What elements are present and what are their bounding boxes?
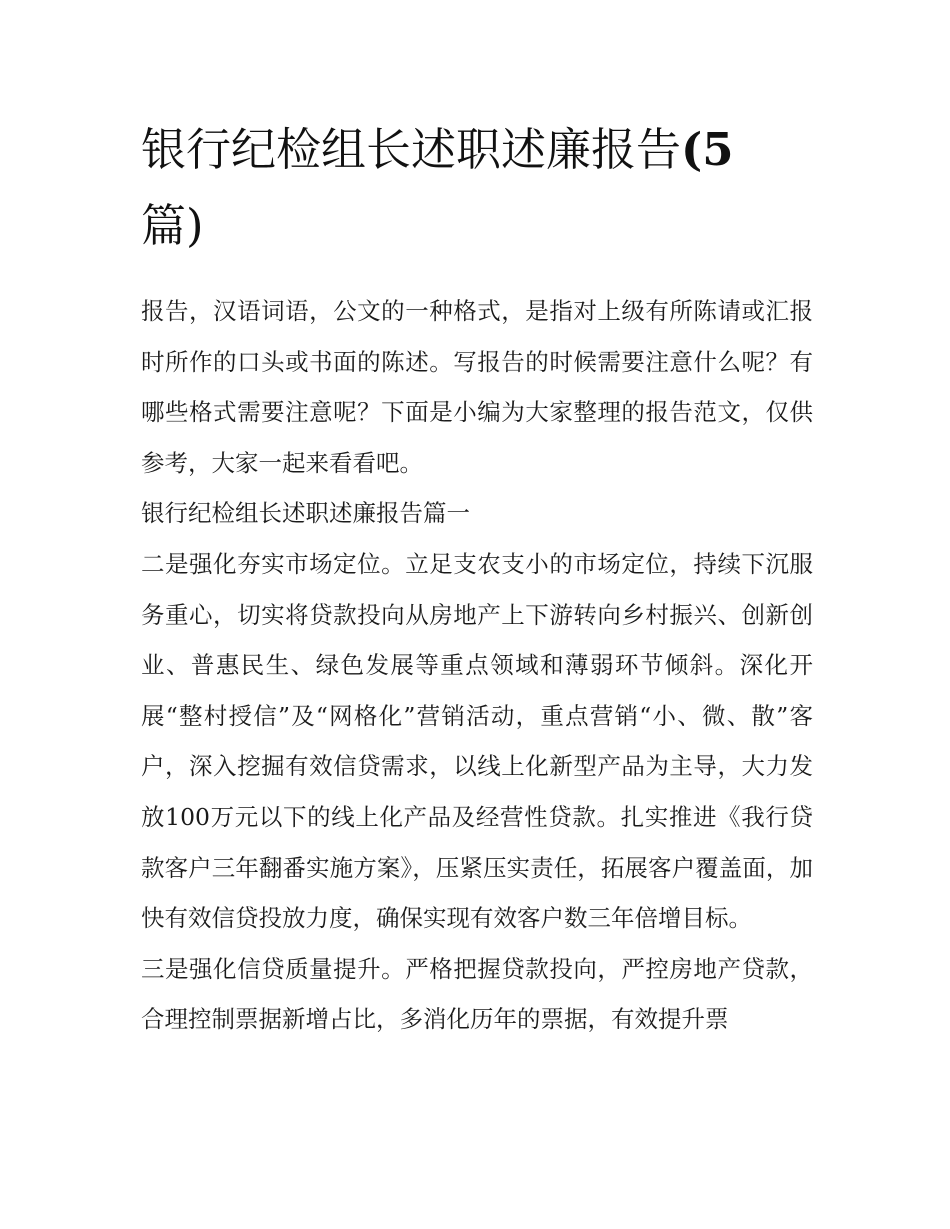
intro-paragraph: 报告，汉语词语，公文的一种格式，是指对上级有所陈请或汇报时所作的口头或书面的陈述。写报告的时候需要注意什么呢？有哪些格式需要注意呢？下面是小编为大家整理的报告范文，仅供参考，大家一起来看看吧。 (141, 297, 813, 477)
title-suffix-text: (5 (681, 123, 734, 176)
body-paragraph-2: 三是强化信贷质量提升。严格把握贷款投向，严控房地产贷款，合理控制票据新增占比，多消化历年的票据，有效提升票 (141, 954, 813, 1034)
title-line2-text: 篇) (141, 199, 204, 252)
section-heading: 银行纪检组长述职述廉报告篇一 (141, 499, 470, 528)
title-main-text: 银行纪检组长述职述廉报告 (141, 123, 682, 176)
document-body (141, 112, 813, 1045)
document-title (141, 112, 813, 264)
body-paragraph-1: 二是强化夯实市场定位。立足支农支小的市场定位，持续下沉服务重心，切实将贷款投向从房地产上下游转向乡村振兴、创新创业、普惠民生、绿色发展等重点领域和薄弱环节倾斜。深化开展“整村授信”及“网格化”营销活动，重点营销“小、微、散”客户，深入挖掘有效信贷需求，以线上化新型产品为主导，大力发放100万元以下的线上化产品及经营性贷款。扎实推进《我行贷款客户三年翻番实施方案》，压紧压实责任，拓展客户覆盖面，加快有效信贷投放力度，确保实现有效客户数三年倍增目标。 (141, 549, 813, 933)
